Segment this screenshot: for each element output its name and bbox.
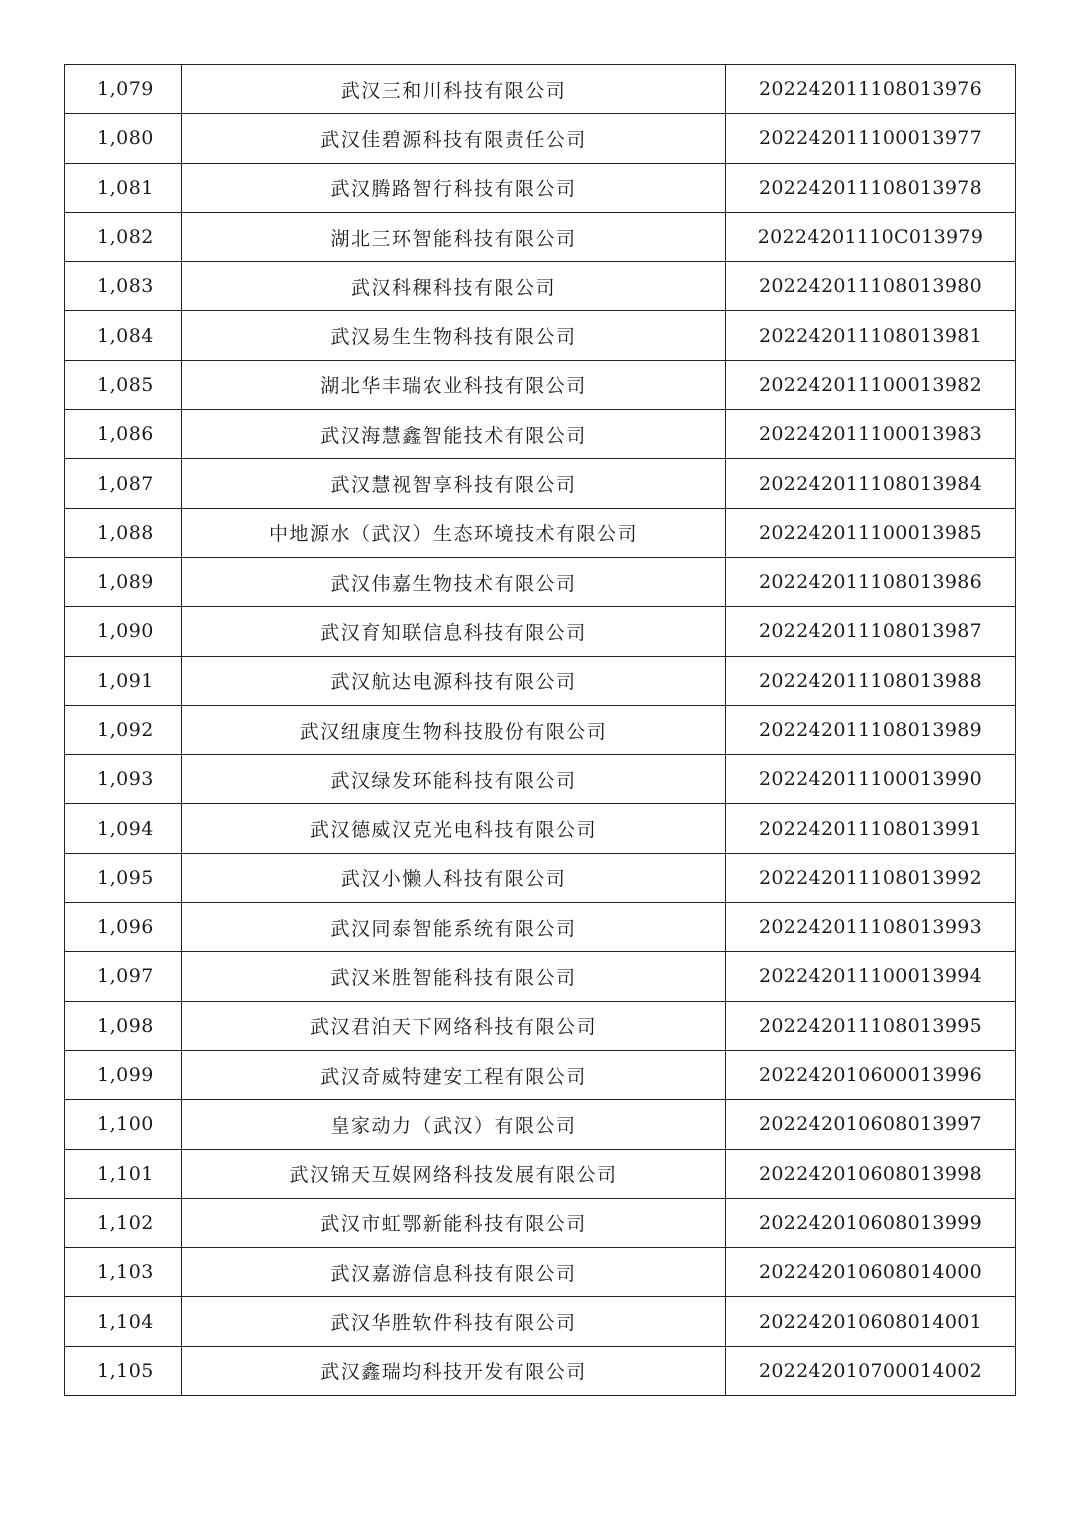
row-number-cell: 1,080 xyxy=(65,114,182,163)
table-row xyxy=(65,212,1016,261)
registration-code-cell: 202242011108013989 xyxy=(726,705,1016,754)
table-row xyxy=(65,1001,1016,1050)
registration-code-cell: 202242011108013993 xyxy=(726,903,1016,952)
table-row xyxy=(65,65,1016,114)
row-number-cell: 1,101 xyxy=(65,1149,182,1198)
registration-code-cell: 202242010608014000 xyxy=(726,1248,1016,1297)
company-name-cell: 武汉同泰智能系统有限公司 xyxy=(182,903,726,952)
company-name-cell: 武汉华胜软件科技有限公司 xyxy=(182,1297,726,1346)
company-registry-table xyxy=(64,64,1016,1396)
company-name-cell: 武汉三和川科技有限公司 xyxy=(182,65,726,114)
registration-code-cell: 202242011108013980 xyxy=(726,262,1016,311)
registration-code-cell: 202242011100013994 xyxy=(726,952,1016,1001)
table-row xyxy=(65,262,1016,311)
company-name-cell: 武汉育知联信息科技有限公司 xyxy=(182,607,726,656)
row-number-cell: 1,092 xyxy=(65,705,182,754)
registration-code-cell: 202242011100013985 xyxy=(726,508,1016,557)
row-number-cell: 1,099 xyxy=(65,1050,182,1099)
company-name-cell: 中地源水（武汉）生态环境技术有限公司 xyxy=(182,508,726,557)
registration-code-cell: 202242011108013992 xyxy=(726,853,1016,902)
company-name-cell: 湖北华丰瑞农业科技有限公司 xyxy=(182,360,726,409)
table-row xyxy=(65,804,1016,853)
row-number-cell: 1,093 xyxy=(65,755,182,804)
company-name-cell: 武汉德威汉克光电科技有限公司 xyxy=(182,804,726,853)
table-row xyxy=(65,360,1016,409)
row-number-cell: 1,086 xyxy=(65,410,182,459)
row-number-cell: 1,103 xyxy=(65,1248,182,1297)
registration-code-cell: 202242011108013988 xyxy=(726,656,1016,705)
table-row xyxy=(65,163,1016,212)
row-number-cell: 1,079 xyxy=(65,65,182,114)
row-number-cell: 1,104 xyxy=(65,1297,182,1346)
row-number-cell: 1,105 xyxy=(65,1346,182,1395)
registration-code-cell: 202242011108013995 xyxy=(726,1001,1016,1050)
registration-code-cell: 202242010700014002 xyxy=(726,1346,1016,1395)
company-name-cell: 武汉鑫瑞均科技开发有限公司 xyxy=(182,1346,726,1395)
registration-code-cell: 202242011100013977 xyxy=(726,114,1016,163)
row-number-cell: 1,096 xyxy=(65,903,182,952)
company-name-cell: 武汉市虹鄂新能科技有限公司 xyxy=(182,1198,726,1247)
row-number-cell: 1,085 xyxy=(65,360,182,409)
table-row xyxy=(65,1198,1016,1247)
table-row xyxy=(65,607,1016,656)
table-row xyxy=(65,705,1016,754)
company-name-cell: 武汉佳碧源科技有限责任公司 xyxy=(182,114,726,163)
company-name-cell: 皇家动力（武汉）有限公司 xyxy=(182,1100,726,1149)
table-row xyxy=(65,311,1016,360)
company-name-cell: 武汉伟嘉生物技术有限公司 xyxy=(182,557,726,606)
row-number-cell: 1,094 xyxy=(65,804,182,853)
company-name-cell: 武汉嘉游信息科技有限公司 xyxy=(182,1248,726,1297)
row-number-cell: 1,084 xyxy=(65,311,182,360)
row-number-cell: 1,087 xyxy=(65,459,182,508)
company-name-cell: 武汉君泊天下网络科技有限公司 xyxy=(182,1001,726,1050)
row-number-cell: 1,081 xyxy=(65,163,182,212)
company-name-cell: 武汉锦天互娱网络科技发展有限公司 xyxy=(182,1149,726,1198)
table-row xyxy=(65,903,1016,952)
row-number-cell: 1,102 xyxy=(65,1198,182,1247)
company-name-cell: 武汉航达电源科技有限公司 xyxy=(182,656,726,705)
company-name-cell: 武汉海慧鑫智能技术有限公司 xyxy=(182,410,726,459)
row-number-cell: 1,088 xyxy=(65,508,182,557)
table-row xyxy=(65,459,1016,508)
company-name-cell: 湖北三环智能科技有限公司 xyxy=(182,212,726,261)
row-number-cell: 1,100 xyxy=(65,1100,182,1149)
registration-code-cell: 202242011100013990 xyxy=(726,755,1016,804)
company-name-cell: 武汉纽康度生物科技股份有限公司 xyxy=(182,705,726,754)
table-row xyxy=(65,755,1016,804)
registration-code-cell: 202242010608013997 xyxy=(726,1100,1016,1149)
registration-code-cell: 202242010608013998 xyxy=(726,1149,1016,1198)
table-row xyxy=(65,1346,1016,1395)
row-number-cell: 1,089 xyxy=(65,557,182,606)
registration-code-cell: 202242010608013999 xyxy=(726,1198,1016,1247)
registration-code-cell: 202242010608014001 xyxy=(726,1297,1016,1346)
table-row xyxy=(65,114,1016,163)
row-number-cell: 1,091 xyxy=(65,656,182,705)
company-name-cell: 武汉科稞科技有限公司 xyxy=(182,262,726,311)
company-name-cell: 武汉小懒人科技有限公司 xyxy=(182,853,726,902)
registration-code-cell: 202242010600013996 xyxy=(726,1050,1016,1099)
table-row xyxy=(65,1149,1016,1198)
registration-code-cell: 202242011108013986 xyxy=(726,557,1016,606)
row-number-cell: 1,083 xyxy=(65,262,182,311)
company-name-cell: 武汉腾路智行科技有限公司 xyxy=(182,163,726,212)
row-number-cell: 1,098 xyxy=(65,1001,182,1050)
table-body xyxy=(65,65,1016,1396)
table-row xyxy=(65,410,1016,459)
registration-code-cell: 202242011100013982 xyxy=(726,360,1016,409)
row-number-cell: 1,090 xyxy=(65,607,182,656)
row-number-cell: 1,097 xyxy=(65,952,182,1001)
registration-code-cell: 202242011108013984 xyxy=(726,459,1016,508)
company-name-cell: 武汉慧视智享科技有限公司 xyxy=(182,459,726,508)
table-row xyxy=(65,508,1016,557)
registration-code-cell: 202242011108013991 xyxy=(726,804,1016,853)
company-name-cell: 武汉奇威特建安工程有限公司 xyxy=(182,1050,726,1099)
company-name-cell: 武汉米胜智能科技有限公司 xyxy=(182,952,726,1001)
table-row xyxy=(65,853,1016,902)
registration-code-cell: 202242011108013987 xyxy=(726,607,1016,656)
table-row xyxy=(65,952,1016,1001)
company-name-cell: 武汉易生生物科技有限公司 xyxy=(182,311,726,360)
table-row xyxy=(65,1050,1016,1099)
company-name-cell: 武汉绿发环能科技有限公司 xyxy=(182,755,726,804)
registration-code-cell: 202242011108013981 xyxy=(726,311,1016,360)
table-row xyxy=(65,1100,1016,1149)
registration-code-cell: 202242011108013976 xyxy=(726,65,1016,114)
table-row xyxy=(65,557,1016,606)
row-number-cell: 1,082 xyxy=(65,212,182,261)
table-row xyxy=(65,656,1016,705)
row-number-cell: 1,095 xyxy=(65,853,182,902)
table-row xyxy=(65,1248,1016,1297)
table-row xyxy=(65,1297,1016,1346)
registration-code-cell: 202242011108013978 xyxy=(726,163,1016,212)
registration-code-cell: 20224201110C013979 xyxy=(726,212,1016,261)
registration-code-cell: 202242011100013983 xyxy=(726,410,1016,459)
